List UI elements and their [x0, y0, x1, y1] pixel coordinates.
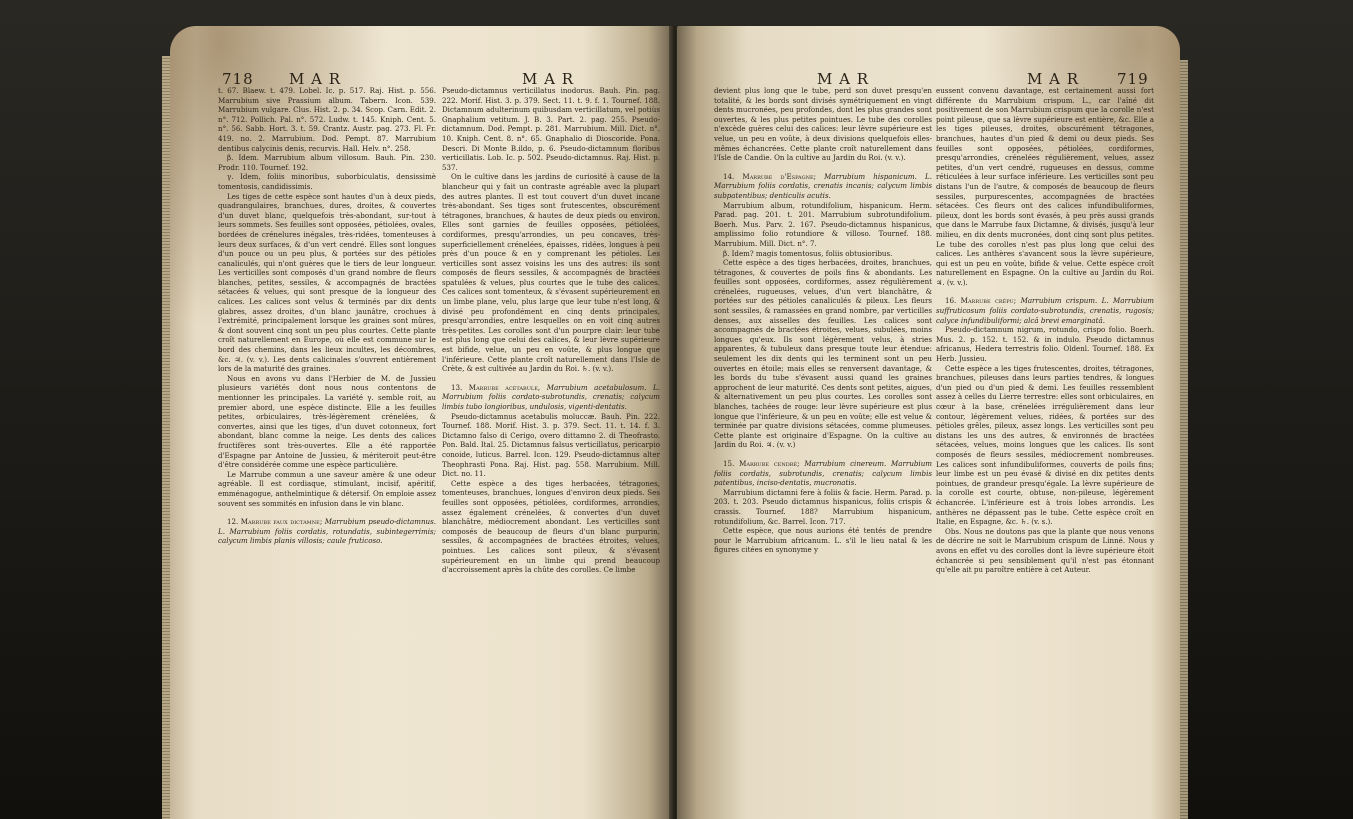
- paragraph: eussent convenu davantage, est certainement aussi fort différente du Marrubium crispum. L., car l'aîné dit positivement de son Marrubium crispum que la corolle n'est point pileuse, que sa lèvre supérieure est entière, &c. Elle a les tiges pileuses, droites, obscurément tétragones, branchues, hautes d'un pied & demi ou deux pieds. Ses feuilles sont opposées, pétiolées, cordiformes, presqu'arrondies, crénelées régulièrement, velues, assez petites, d'un vert cendré, rugueuses en dessus, comme réticulées à leur surface inférieure. Les verticilles sont peu distans l'un de l'autre, & composés de beaucoup de fleurs sessiles, purpurescentes, accompagnées de bractées sétacées. Ces fleurs ont des calices infundibuliformes, pileux, dont les bords sont évasés, à peu près aussi grands que dans le Marrube faux Dictamne, & divisés, jusqu'à leur milieu, en dix dents mucronées, dont cinq sont plus petites. Le tube des corolles n'est pas plus long que celui des calices. Les anthères s'avancent sous la lèvre supérieure, qui est un peu en voûte, bifide & velue. Cette espèce croît naturellement en Espagne. On la cultive au Jardin du Roi. ♃. (v. v.).: [936, 86, 1154, 287]
- entry-text: Marrubium crispum. L. Marrubium suffruticosum foliis cordato-subrotundis, crenatis, rugosis; calyce infundibuliformi; alcâ brevi emarginatâ.: [936, 296, 1154, 325]
- right-column-2: [936, 86, 1154, 819]
- page-edges-right: [1180, 60, 1188, 819]
- open-book: [170, 26, 1180, 819]
- entry-text: Marrubium acetabulosum. L. Marrubium foliis cordato-subrotundis, crenatis; calycum limbis tubo longioribus, undulosis, vigenti-dentatis.: [442, 382, 660, 411]
- entry-heading: 15. Marrube cendré;: [723, 458, 800, 468]
- paragraph: Obs. Nous ne doutons pas que la plante que nous venons de décrire ne soit le Marrubium crispum de Linné. Nous y avons en effet vu des corolles dont la lèvre supérieure étoit échancrée si peu sensiblement qu'il n'est pas étonnant qu'elle ait pu paroître entière à cet Auteur.: [936, 526, 1154, 575]
- entry-16: [936, 296, 1154, 325]
- paragraph: Marrubium album, rotundifolium, hispanicum. Herm. Parad. pag. 201. t. 201. Marrubium subrotundifolium. Boerh. Mus. Parv. 2. 167. Pseudo-dictamnus hispanicus, amplissimo folio rotundiore & villoso. Tournef. 188. Marrubium. Mill. Dict. n°. 7.: [714, 200, 932, 248]
- entry-text: Marrubium pseudo-dictamnus. L. Marrubium foliis cordatis, rotundatis, subintegerrimis; calycum limbis planis villosis; caule fruticoso.: [218, 517, 436, 546]
- left-page: [170, 26, 673, 819]
- paragraph: devient plus long que le tube, perd son duvet presqu'en totalité, & les bords sont divisés symétriquement en vingt dents mucronées, peu profondes, dont les plus grandes sont ouvertes, & les plus petites pointues. Le tube des corolles n'excède guères celui des calices: leur lèvre supérieure est velue, un peu en voûte, à deux divisions quelquefois elles-mêmes échancrées. Cette plante croît naturellement dans l'Isle de Candie. On la cultive au Jardin du Roi. (v. v.).: [714, 86, 932, 163]
- entry-heading: 16. Marrube crêpu;: [945, 296, 1017, 306]
- paragraph: Pseudo-dictamnus acetabulis moluccæ. Bauh. Pin. 222. Tournef. 188. Morif. Hist. 3. p. 379. Sect. 11. t. 14. f. 3. Dictamno falso di Cerigo, overo dittamno 2. di Theofrasto. Pon. Bald. Ital. 25. Dictamnus falsus verticillatus, pericarpio conoide, luticus. Barrel. Icon. 129. Pseudo-dictamnus alter Theophrasti Pona. Raj. Hist. pag. 558. Marrubium. Mill. Dict. no. 11.: [442, 411, 660, 479]
- paragraph: On le cultive dans les jardins de curiosité à cause de la blancheur qui y fait un contraste agréable avec la plupart des autres plantes. Il est tout couvert d'un duvet incane très-abondant. Ses tiges sont frutescentes, obscurément tétragones, branchues, & hautes de deux pieds ou environ. Elles sont garnies de feuilles opposées, pétiolées, cordiformes, presqu'arrondies, un peu concaves, très-superficiellement crénelées, épaisses, ridées, longues à peu près d'un pouce & en y comprenant les pétioles. Les verticilles sont assez voisins les uns des autres: ils sont composés de fleurs sessiles, & accompagnés de bractées spatulées & velues, plus courtes que le tube des calices. Ces calices sont tomenteux, & s'évasent supérieurement en un limbe plane, velu, plus large que leur tube n'est long, & divisé peu profondément en cinq dents principales, presqu'arrondies, entre lesquelles on en voit cinq autres très-petites. Les corolles sont d'un pourpre clair: leur tube est plus long que celui des calices, & leur lèvre supérieure est bifide, velue, un peu en voûte, & plus longue que l'inférieure. Cette plante croît naturellement dans l'Isle de Crète, & est cultivée au Jardin du Roi. ♄. (v. v.).: [442, 172, 660, 374]
- left-running-head-1: M A R: [289, 70, 342, 88]
- entry-15: [714, 459, 932, 488]
- right-running-head-1: M A R: [817, 70, 870, 88]
- paragraph: β. Idem. Marrubium album villosum. Bauh. Pin. 230. Prodr. 110. Tournef. 192.: [218, 153, 436, 172]
- page-edges-left: [162, 56, 170, 819]
- left-running-head-2: M A R: [522, 70, 575, 88]
- paragraph: Cette espèce a des tiges herbacées, tétragones, tomenteuses, branchues, longues d'environ deux pieds. Ses feuilles sont opposées, pétiolées, cordiformes, arrondies, assez également crénelées, & convertes d'un duvet blanchâtre, médiocrement abondant. Les verticilles sont composés de beaucoup de fleurs d'un blanc purpurin, sessiles, & accompagnées de bractées étroites, velues, pointues. Les calices sont pileux, & s'évasent supérieurement en un limbe qui prend beaucoup d'accroissement après la chûte des corolles. Ce limbe: [442, 478, 660, 575]
- right-page: [677, 26, 1180, 819]
- left-column-1: [218, 86, 436, 819]
- entry-heading: 14. Marrube d'Espagne;: [723, 171, 817, 181]
- left-page-number: 718: [222, 70, 254, 88]
- paragraph: β. Idem? magis tomentosus, foliis obtusioribus.: [723, 248, 893, 258]
- paragraph: γ. Idem, foliis minoribus, suborbiculatis, densissimè tomentosis, candidissimis.: [218, 172, 436, 191]
- paragraph: t. 67. Blaew. t. 479. Lobel. Ic. p. 517. Raj. Hist. p. 556. Marrubium sive Prassium album. Tabern. Icon. 539. Marrubium vulgare. Clus. Hist. 2. p. 34. Scop. Carn. Edit. 2. n°. 712. Pollich. Pal. n°. 572. Ludw. t. 145. Kniph. Cent. 5. n°. 56. Sabb. Hort. 3. t. 59. Crantz. Austr. pag. 273. Fl. Fr. 419. no. 2. Marrubium. Dod. Pempt. 87. Marrubium dentibus calycinis denis, recurvis. Hall. Helv. n°. 258.: [218, 86, 436, 153]
- entry-heading: 13. Marrube acétabule,: [451, 382, 541, 392]
- right-page-number: 719: [1117, 70, 1149, 88]
- entry-14: [714, 172, 932, 201]
- paragraph: Cette espèce, que nous aurions été tentés de prendre pour le Marrubium africanum. L. s'il le lieu natal & les figures citées en synonyme y: [714, 526, 932, 555]
- entry-13: [442, 383, 660, 412]
- entry-text: Marrubium hispanicum. L. Marrubium foliis cordatis, crenatis incanis; calycum limbis subpatentibus; denticulis acutis.: [714, 171, 932, 200]
- entry-heading: 12. Marrube faux dictamne;: [227, 517, 323, 527]
- entry-text: Marrubium cinereum. Marrubium foliis cordatis, subrotundis, crenatis; calycum limbis patentibus, inciso-dentatis, mucronatis.: [714, 458, 932, 488]
- paragraph: Pseudo-dictamnum nigrum, rotundo, crispo folio. Boerh. Mus. 2. p. 152. t. 152. & in indulo. Pseudo dictamnus africanus, Hedera terrestris folio. Oldenl. Tournef. 188. Ex Herb. Jussieu.: [936, 325, 1154, 364]
- paragraph: Le Marrube commun a une saveur amère & une odeur agréable. Il est cordiaque, stimulant, incisif, apéritif, emménagogue, anthelmintique & détersif. On emploie assez souvent ses sommités en infusion dans le vin blanc.: [218, 469, 436, 508]
- right-running-head-2: M A R: [1027, 70, 1080, 88]
- paragraph: Cette espèce a les tiges frutescentes, droites, tétragones, branchues, pileuses dans leurs parties tendres, & longues d'un pied ou d'un pied & demi. Les feuilles ressemblent assez à celles du Lierre terrestre: elles sont orbiculaires, en cœur à la base, crénelées irrégulièrement dans leur contour, légèrement velues, ridées, & portées sur des pétioles grêles, pileux, assez longs. Les verticilles sont peu distans les uns des autres, & environnés de bractées sétacées, velues, moins longues que les calices. Ils sont composés de fleurs sessiles, médiocrement nombreuses. Les calices sont infundibuliformes, couverts de poils fins; leur limbe est un peu évasé & divisé en dix petites dents pointues, de grandeur presqu'égale. La lèvre supérieure de la corolle est courte, obtuse, non-pileuse, légèrement échancrée. L'inférieure est à trois lobes arrondis. Les anthères ne dépassent pas le tube. Cette espèce croît en Italie, en Espagne, &c. ♄. (v. s.).: [936, 363, 1154, 527]
- entry-12: [218, 517, 436, 546]
- paragraph: Nous en avons vu dans l'Herbier de M. de Jussieu plusieurs variétés dont nous nous contentons de mentionner les principales. La variété γ. semble roit, au premier abord, une espèce distincte. Elle a les feuilles petites, orbiculaires, très-légèrement crénelées, & convertes, ainsi que les tiges, d'un duvet cotonneux, fort abondant, blanc comme la neige. Les dents des calices fructifères sont très-ouvertes. Elle a été rapportée d'Espagne par Antoine de Jussieu, & mériteroit peut-être d'être considérée comme une espèce particulière.: [218, 373, 436, 470]
- paragraph: Pseudo-dictamnus verticillatus inodorus. Bauh. Pin. pag. 222. Morif. Hist. 3. p. 379. Sect. 11. t. 9. f. 1. Tournef. 188. Dictamnum adulterinum quibusdam verticillatum, vel potiùs Gnaphalium vetitum. J. B. 3. Part. 2. pag. 255. Pseudo-dictamnum. Dod. Pempt. p. 281. Marrubium. Mill. Dict. n°. 10. Kniph. Cent. 8. n°. 65. Gnaphalio di Dioscoride. Pona. Descri. Di Monte B.ildo, p. 6. Pseudo-dictamnum floribus verticillatis. Lob. Ic. p. 502. Pseudo-dictamnus. Raj. Hist. p. 537.: [442, 86, 660, 172]
- paragraph: Les tiges de cette espèce sont hautes d'un à deux pieds, quadrangulaires, branchues, dures, droites, & couvertes d'un duvet blanc, quelquefois très-abondant, sur-tout à leurs sommets. Ses feuilles sont opposées, pétiolées, ovales, bordées de crénelures inégales, très-ridées, tomenteuses à leurs deux surfaces, & d'un vert cendré. Elles sont longues d'un pouce ou un peu plus, & portées sur des pétioles canaliculés, qui n'ont guères que le tiers de leur longueur. Les verticilles sont composés d'un grand nombre de fleurs blanches, petites, sessiles, & accompagnés de bractées sétacées & velues, qui sont presque de la longueur des calices. Les calices sont velus & terminés par dix dents glabres, assez droites, d'un blanc jaunâtre, crochues à l'extrémité, principalement lorsque les graines sont mûres, & dont souvent cinq sont un peu plus courtes. Cette plante croît naturellement en Europe, où elle est commune sur le bord des chemins, dans les lieux incultes, les décombres, &c. ♃. (v. v.). Les dents calicinales s'ouvrent entièrement lors de la maturité des graines.: [218, 191, 436, 374]
- paragraph: Cette espèce a des tiges herbacées, droites, branchues, tétragones, & couvertes de poils fins & abondants. Les feuilles sont opposées, cordiformes, assez régulièrement crénelées, rugueuses, velues, d'un vert blanchâtre, & portées sur des pétioles canaliculés & pileux. Les fleurs sont sessiles, & ramassées en grand nombre, par verticilles denses, aux aisselles des feuilles. Les calices sont accompagnés de bractées étroites, velues, subulées, moins longues qu'eux. Ils sont légèrement velus, à stries apparentes, & tubuleux dans presque toute leur étendue: seulement les dix dents qui les terminent sont un peu ouvertes en étoile; mais elles se renversent davantage, & les bords du tube s'évasent aussi quand les graines approchent de leur maturité. Ces dents sont petites, aigues, & alternativement un peu plus courtes. Les corolles sont blanches, tachées de rouge: leur lèvre supérieure est plus longue que l'inférieure, & un peu en voûte; elle est velue & terminée par quatre divisions sétacées, comme plumeuses. Cette plante est originaire d'Espagne. On la cultive au Jardin du Roi. ♃. (v. v.): [714, 258, 932, 450]
- right-column-1: [714, 86, 932, 819]
- left-column-2: [442, 86, 660, 819]
- paragraph: Marrubium dictamni fere à foliis & facie. Herm. Parad. p. 203. t. 203. Pseudo dictamnus hispanicus, foliis crispis & crassis. Tournef. 188? Marrubium hispanicum, rotundifolium, &c. Barrel. Icon. 717.: [714, 487, 932, 526]
